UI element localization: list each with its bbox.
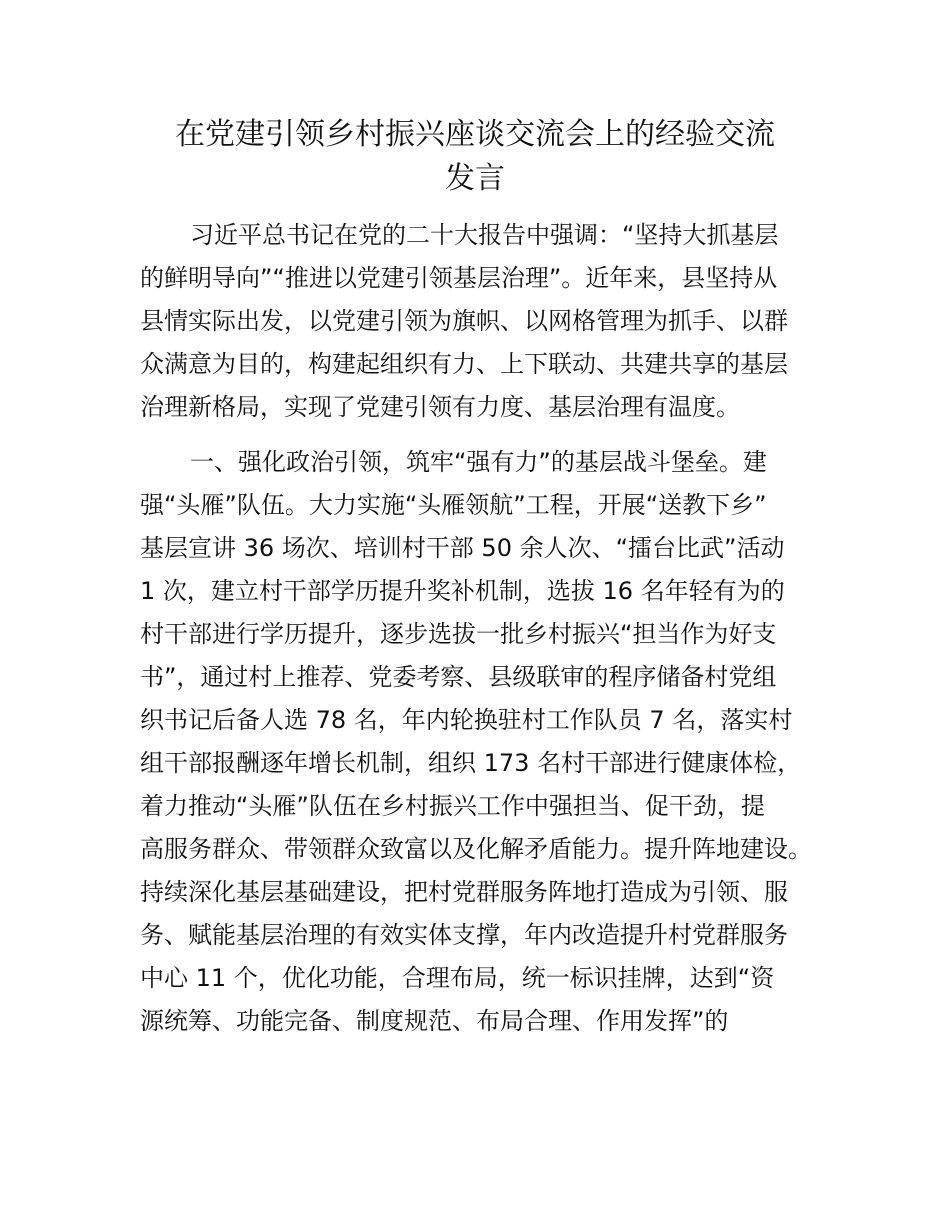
text-line: 务、赋能基层治理的有效实体支撑，年内改造提升村党群服务 xyxy=(140,921,788,949)
paragraph-spacer xyxy=(140,429,840,441)
text-line: 村干部进行学历提升，逐步选拔一批乡村振兴“担当作为好支 xyxy=(140,620,777,648)
text-line: 的鲜明导向”“推进以党建引领基层治理”。近年来，县坚持从 xyxy=(140,264,778,292)
text-line: 众满意为目的，构建起组织有力、上下联动、共建共享的基层 xyxy=(140,350,788,378)
text-line: 一、强化政治引领，筑牢“强有力”的基层战斗堡垒。建 xyxy=(190,448,767,476)
paragraph-intro xyxy=(140,214,840,429)
text-line: 治理新格局，实现了党建引领有力度、基层治理有温度。 xyxy=(140,393,740,421)
text-line: 持续深化基层基础建设，把村党群服务阵地打造成为引领、服 xyxy=(140,878,788,906)
text-line: 1 次，建立村干部学历提升奖补机制，选拔 16 名年轻有为的 xyxy=(140,577,785,605)
document-body xyxy=(140,214,840,1043)
text-line: 织书记后备人选 78 名，年内轮换驻村工作队员 7 名，落实村 xyxy=(140,706,793,734)
text-line: 基层宣讲 36 场次、培训村干部 50 余人次、“擂台比武”活动 xyxy=(140,534,785,562)
document-title xyxy=(100,113,850,201)
text-line: 书”，通过村上推荐、党委考察、县级联审的程序储备村党组 xyxy=(140,663,777,691)
title-line-1: 在党建引领乡村振兴座谈交流会上的经验交流 xyxy=(175,117,775,152)
text-line: 县情实际出发，以党建引领为旗帜、以网格管理为抓手、以群 xyxy=(140,307,788,335)
text-line: 着力推动“头雁”队伍在乡村振兴工作中强担当、促干劲，提 xyxy=(140,792,765,820)
title-line-2: 发言 xyxy=(445,161,505,196)
text-line: 中心 11 个，优化功能，合理布局，统一标识挂牌，达到“资 xyxy=(140,964,775,992)
text-line: 高服务群众、带领群众致富以及化解矛盾能力。提升阵地建设。 xyxy=(140,835,812,863)
text-line: 强“头雁”队伍。大力实施“头雁领航”工程，开展“送教下乡” xyxy=(140,491,767,519)
text-line: 组干部报酬逐年增长机制，组织 173 名村干部进行健康体检， xyxy=(140,749,802,777)
text-line: 习近平总书记在党的二十大报告中强调：“坚持大抓基层 xyxy=(190,221,779,249)
text-line: 源统筹、功能完备、制度规范、布局合理、作用发挥”的 xyxy=(140,1007,729,1035)
paragraph-section-one xyxy=(140,441,840,1043)
